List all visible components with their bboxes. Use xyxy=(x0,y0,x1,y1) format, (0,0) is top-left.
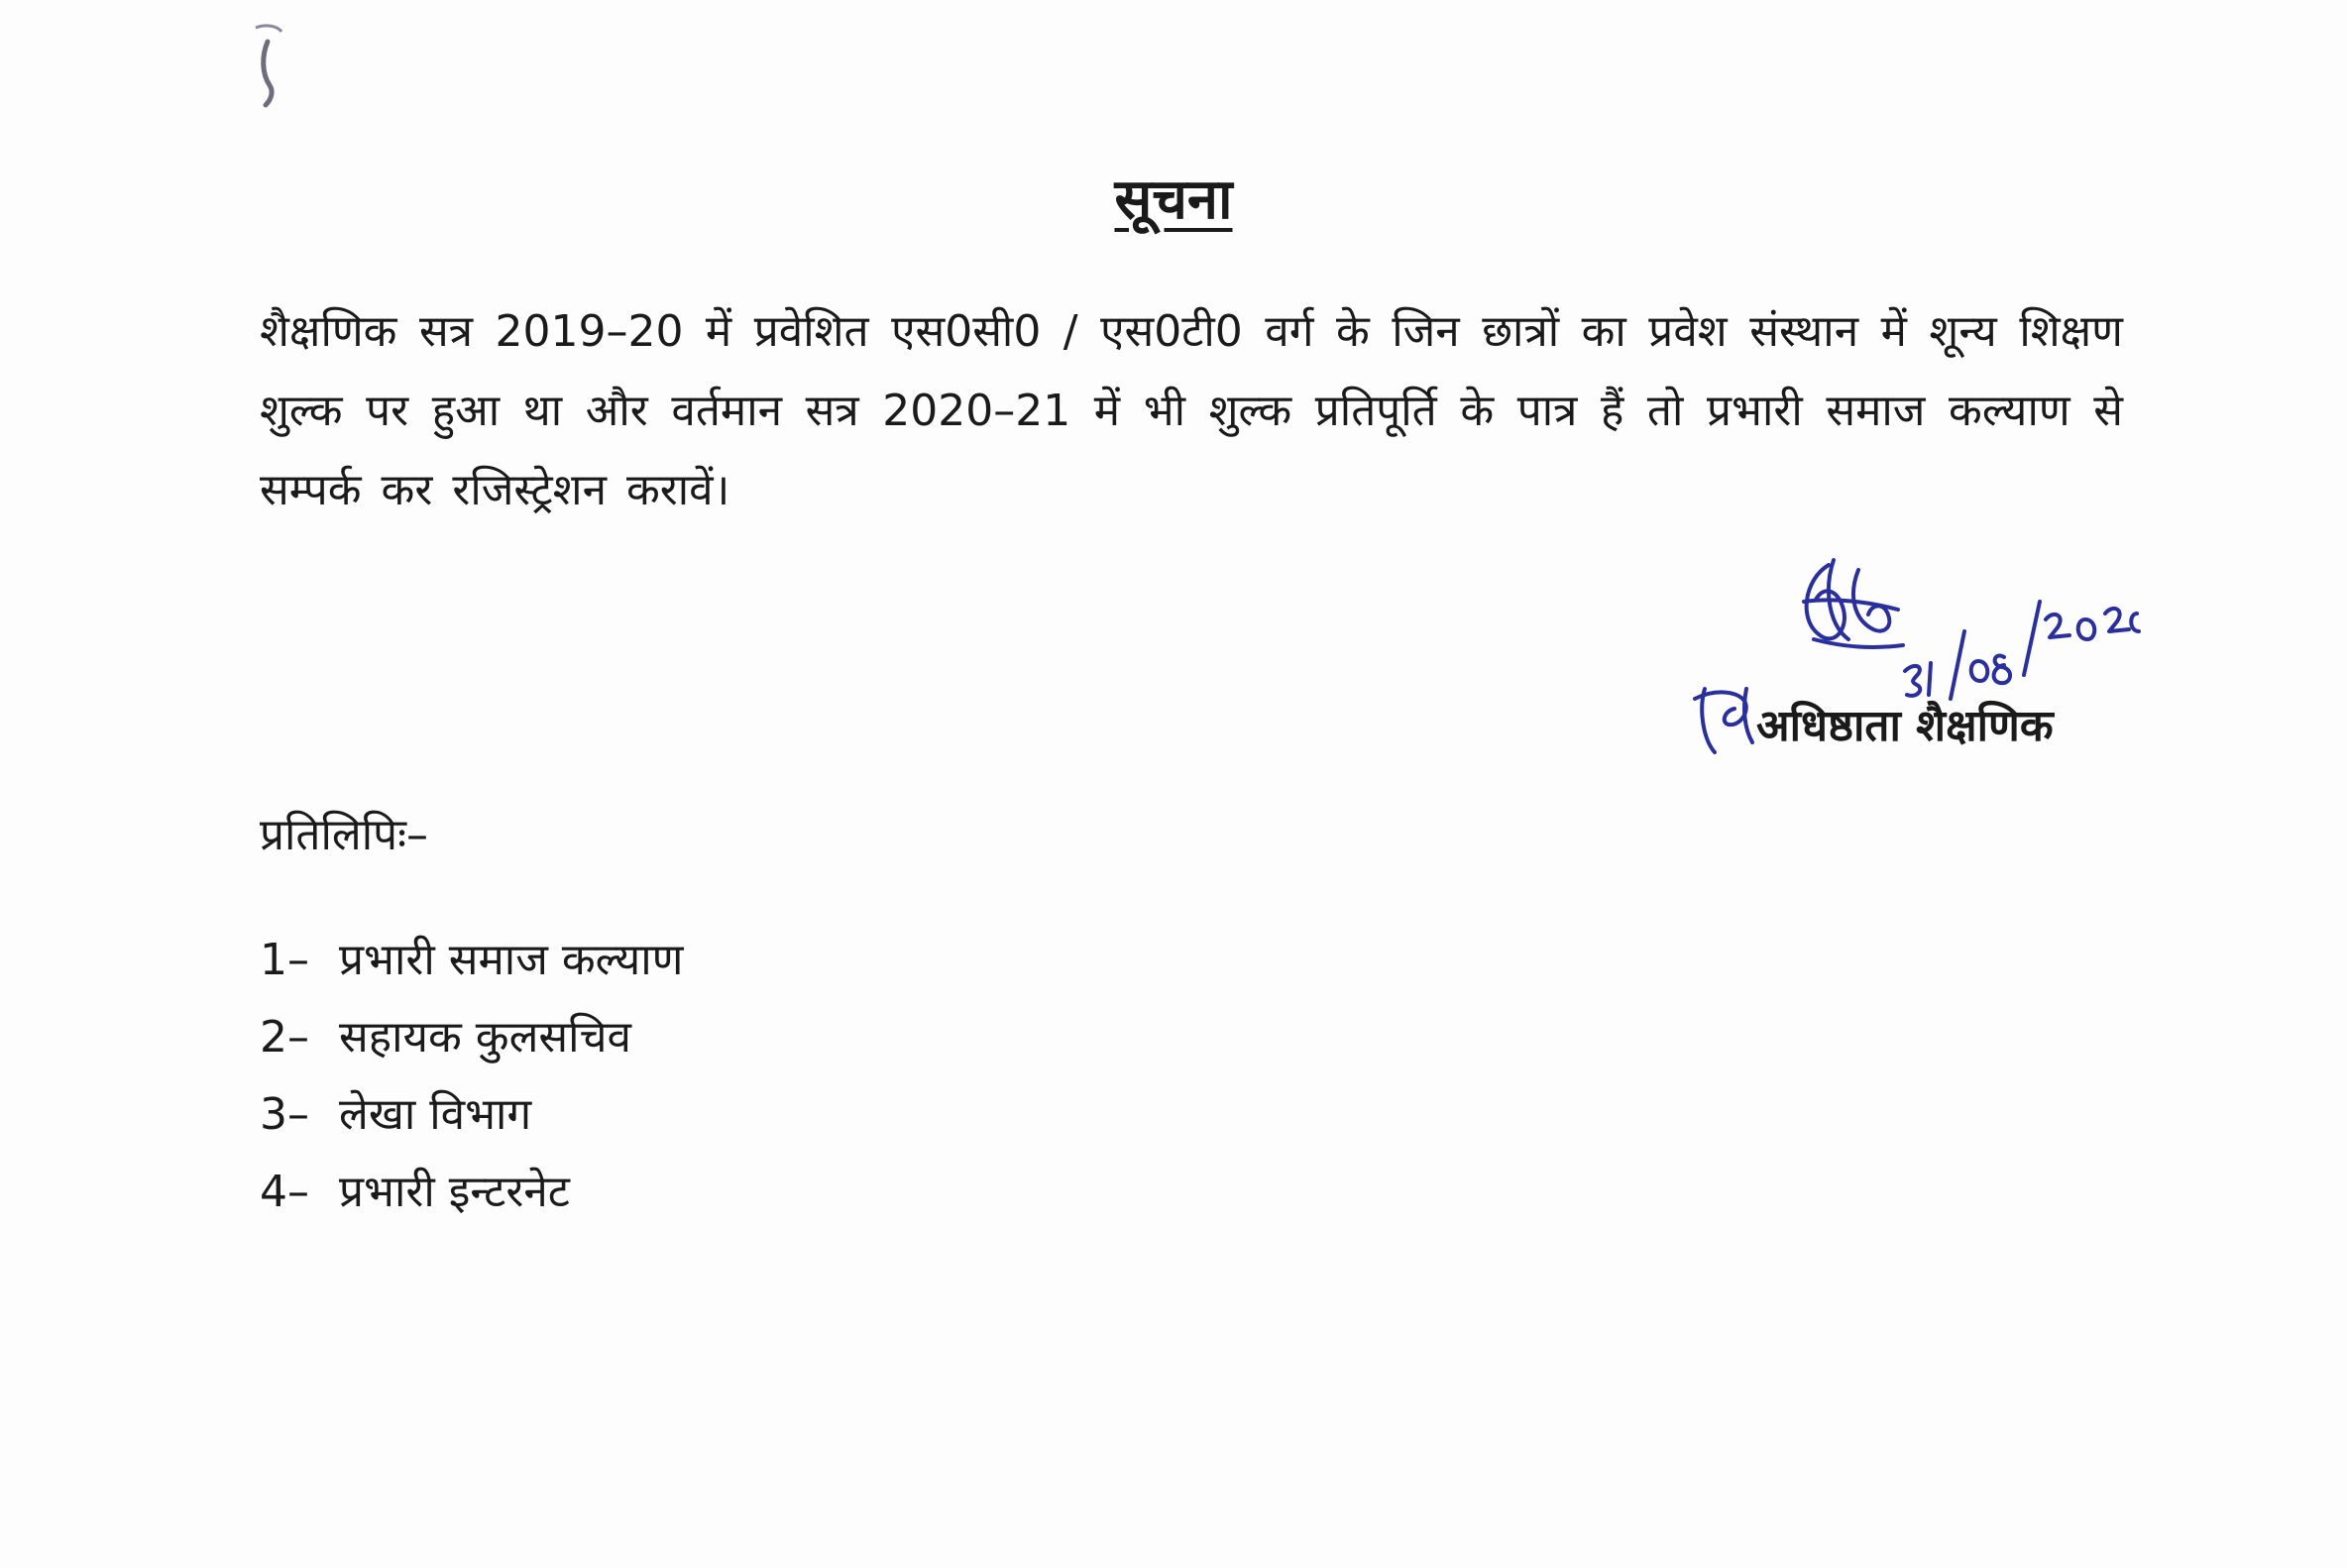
list-item-number: 4– xyxy=(260,1167,309,1217)
list-item-number: 3– xyxy=(260,1089,309,1140)
list-item-number: 2– xyxy=(260,1012,309,1063)
list-item-text: प्रभारी इन्टरनेट xyxy=(339,1167,570,1217)
copy-to-heading: प्रतिलिपिः– xyxy=(260,810,429,860)
list-item-number: 1– xyxy=(260,935,309,985)
list-item xyxy=(260,1076,683,1154)
list-item-text: सहायक कुलसचिव xyxy=(339,1012,631,1063)
notice-title-text: सूचना xyxy=(1114,168,1233,232)
notice-title xyxy=(0,167,2347,233)
list-item xyxy=(260,999,683,1076)
list-item xyxy=(260,922,683,999)
notice-body: शैक्षणिक सत्र 2019–20 में प्रवेशित एस0सी0 / एस0टी0 वर्ग के जिन छात्रों का प्रवेश संस्थान में शून्य शिक्षण शुल्क पर हुआ था और वर्तमान सत्र 2020–21 में भी शुल्क प्रतिपूर्ति के पात्र हैं तो प्रभारी समाज कल्याण से सम्पर्क कर रजिस्ट्रेशन करावें। xyxy=(260,306,2123,515)
punch-hole-mark-icon xyxy=(248,22,287,111)
list-item xyxy=(260,1154,683,1231)
signatory-designation: अधिष्ठाता शैक्षणिक xyxy=(1756,701,2054,751)
list-item-text: प्रभारी समाज कल्याण xyxy=(339,935,684,985)
copy-to-list xyxy=(260,922,683,1231)
list-item-text: लेखा विभाग xyxy=(339,1089,532,1140)
